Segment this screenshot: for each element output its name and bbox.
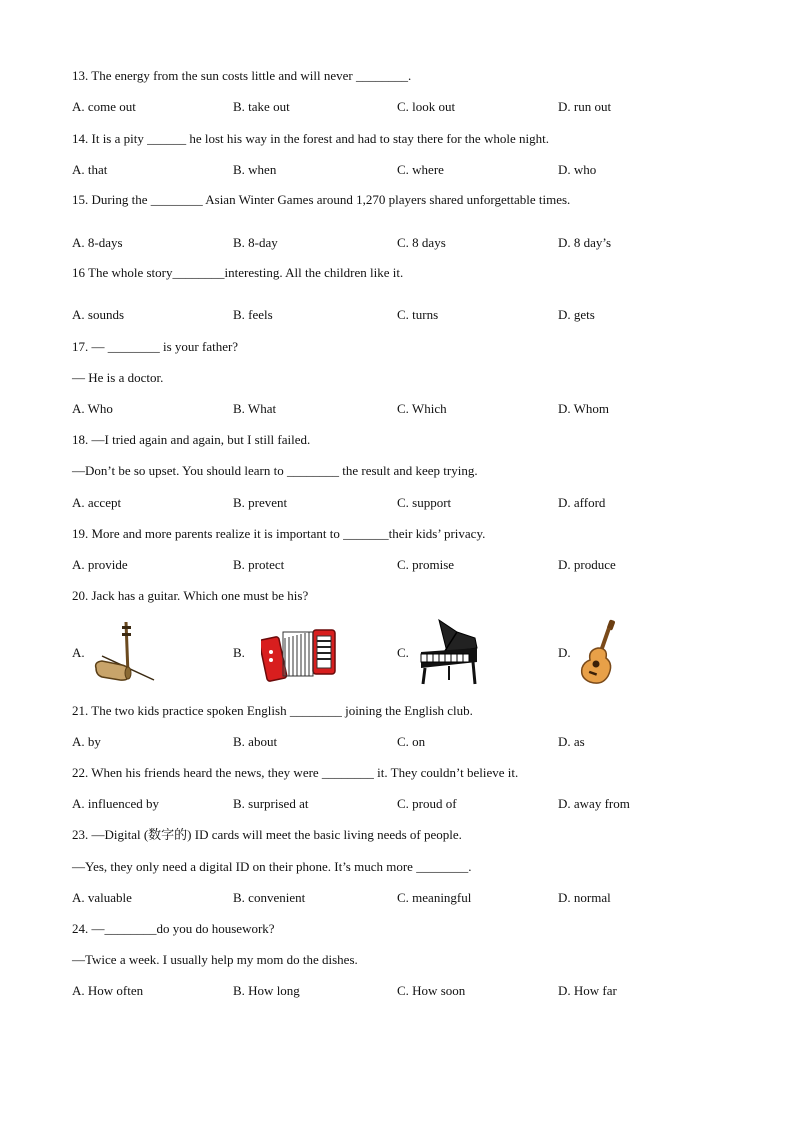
question-24-options bbox=[72, 983, 772, 999]
question-22-options bbox=[72, 796, 772, 812]
q20-option-c[interactable] bbox=[397, 618, 517, 688]
q22-option-d[interactable]: D. away from bbox=[558, 796, 630, 811]
q20-option-a[interactable] bbox=[72, 618, 172, 688]
piano-icon bbox=[417, 618, 481, 688]
question-23-reply: —Yes, they only need a digital ID on their phone. It’s much more ________. bbox=[72, 859, 472, 874]
q18-option-d[interactable]: D. afford bbox=[558, 495, 606, 510]
question-20-options bbox=[72, 618, 772, 688]
q16-option-d[interactable]: D. gets bbox=[558, 307, 595, 322]
q23-option-b[interactable]: B. convenient bbox=[233, 890, 306, 905]
q18-option-c[interactable]: C. support bbox=[397, 495, 452, 510]
q19-option-b[interactable]: B. protect bbox=[233, 557, 285, 572]
q13-option-d[interactable]: D. run out bbox=[558, 99, 612, 114]
q19-option-c[interactable]: C. promise bbox=[397, 557, 455, 572]
question-23-stem: 23. —Digital (数字的) ID cards will meet the basic living needs of people. bbox=[72, 827, 462, 842]
question-23-options bbox=[72, 890, 772, 906]
question-17-stem: 17. — ________ is your father? bbox=[72, 339, 239, 354]
q17-option-b[interactable]: B. What bbox=[233, 401, 277, 416]
question-15-stem: 15. During the ________ Asian Winter Games around 1,270 players shared unforgettable times. bbox=[72, 192, 571, 207]
question-20-stem: 20. Jack has a guitar. Which one must be his? bbox=[72, 588, 309, 603]
q24-option-d[interactable]: D. How far bbox=[558, 983, 617, 998]
q22-option-c[interactable]: C. proud of bbox=[397, 796, 457, 811]
q21-option-a[interactable]: A. by bbox=[72, 734, 101, 749]
question-18-reply: —Don’t be so upset. You should learn to ________ the result and keep trying. bbox=[72, 463, 478, 478]
q13-option-a[interactable]: A. come out bbox=[72, 99, 136, 114]
q23-option-c[interactable]: C. meaningful bbox=[397, 890, 472, 905]
q24-option-b[interactable]: B. How long bbox=[233, 983, 300, 998]
question-18-options bbox=[72, 495, 772, 511]
question-24-stem: 24. —________do you do housework? bbox=[72, 921, 275, 936]
q14-option-a[interactable]: A. that bbox=[72, 162, 108, 177]
q16-option-b[interactable]: B. feels bbox=[233, 307, 273, 322]
q16-option-c[interactable]: C. turns bbox=[397, 307, 439, 322]
q15-option-d[interactable]: D. 8 day’s bbox=[558, 235, 612, 250]
q15-option-b[interactable]: B. 8-day bbox=[233, 235, 278, 250]
q15-option-a[interactable]: A. 8-days bbox=[72, 235, 123, 250]
q20-option-b[interactable] bbox=[233, 618, 353, 688]
q24-option-a[interactable]: A. How often bbox=[72, 983, 144, 998]
question-21-stem: 21. The two kids practice spoken English ________ joining the English club. bbox=[72, 703, 473, 718]
question-24-reply: —Twice a week. I usually help my mom do the dishes. bbox=[72, 952, 358, 967]
q24-option-c[interactable]: C. How soon bbox=[397, 983, 466, 998]
question-18-stem: 18. —I tried again and again, but I still failed. bbox=[72, 432, 311, 447]
question-13-stem: 13. The energy from the sun costs little and will never ________. bbox=[72, 68, 412, 83]
question-17-options bbox=[72, 401, 772, 417]
q20-option-b-label: B. bbox=[233, 645, 245, 660]
q19-option-a[interactable]: A. provide bbox=[72, 557, 128, 572]
q16-option-a[interactable]: A. sounds bbox=[72, 307, 125, 322]
erhu-icon bbox=[92, 618, 158, 686]
question-17-reply: — He is a doctor. bbox=[72, 370, 164, 385]
q14-option-b[interactable]: B. when bbox=[233, 162, 277, 177]
question-14-stem: 14. It is a pity ______ he lost his way in the forest and had to stay there for the whole night. bbox=[72, 131, 549, 146]
q17-option-d[interactable]: D. Whom bbox=[558, 401, 610, 416]
q18-option-a[interactable]: A. accept bbox=[72, 495, 122, 510]
q14-option-d[interactable]: D. who bbox=[558, 162, 597, 177]
q23-option-a[interactable]: A. valuable bbox=[72, 890, 132, 905]
q14-option-c[interactable]: C. where bbox=[397, 162, 444, 177]
q21-option-c[interactable]: C. on bbox=[397, 734, 426, 749]
q17-option-a[interactable]: A. Who bbox=[72, 401, 113, 416]
q13-option-b[interactable]: B. take out bbox=[233, 99, 290, 114]
question-16-stem: 16 The whole story________interesting. All the children like it. bbox=[72, 265, 404, 280]
q23-option-d[interactable]: D. normal bbox=[558, 890, 611, 905]
q21-option-b[interactable]: B. about bbox=[233, 734, 278, 749]
question-16-options bbox=[72, 307, 772, 323]
question-22-stem: 22. When his friends heard the news, they were ________ it. They couldn’t believe it. bbox=[72, 765, 519, 780]
q22-option-b[interactable]: B. surprised at bbox=[233, 796, 309, 811]
q15-option-c[interactable]: C. 8 days bbox=[397, 235, 446, 250]
q20-option-d[interactable] bbox=[558, 618, 658, 688]
question-19-stem: 19. More and more parents realize it is important to _______their kids’ privacy. bbox=[72, 526, 486, 541]
q17-option-c[interactable]: C. Which bbox=[397, 401, 447, 416]
q13-option-c[interactable]: C. look out bbox=[397, 99, 456, 114]
q20-option-c-label: C. bbox=[397, 645, 409, 660]
question-19-options bbox=[72, 557, 772, 573]
question-15-options bbox=[72, 235, 772, 251]
accordion-icon bbox=[261, 626, 337, 688]
guitar-icon bbox=[578, 618, 622, 688]
q19-option-d[interactable]: D. produce bbox=[558, 557, 616, 572]
question-13-options bbox=[72, 99, 772, 115]
q21-option-d[interactable]: D. as bbox=[558, 734, 585, 749]
q18-option-b[interactable]: B. prevent bbox=[233, 495, 288, 510]
question-21-options bbox=[72, 734, 772, 750]
q20-option-a-label: A. bbox=[72, 645, 85, 660]
q20-option-d-label: D. bbox=[558, 645, 571, 660]
question-14-options bbox=[72, 162, 772, 178]
q22-option-a[interactable]: A. influenced by bbox=[72, 796, 160, 811]
